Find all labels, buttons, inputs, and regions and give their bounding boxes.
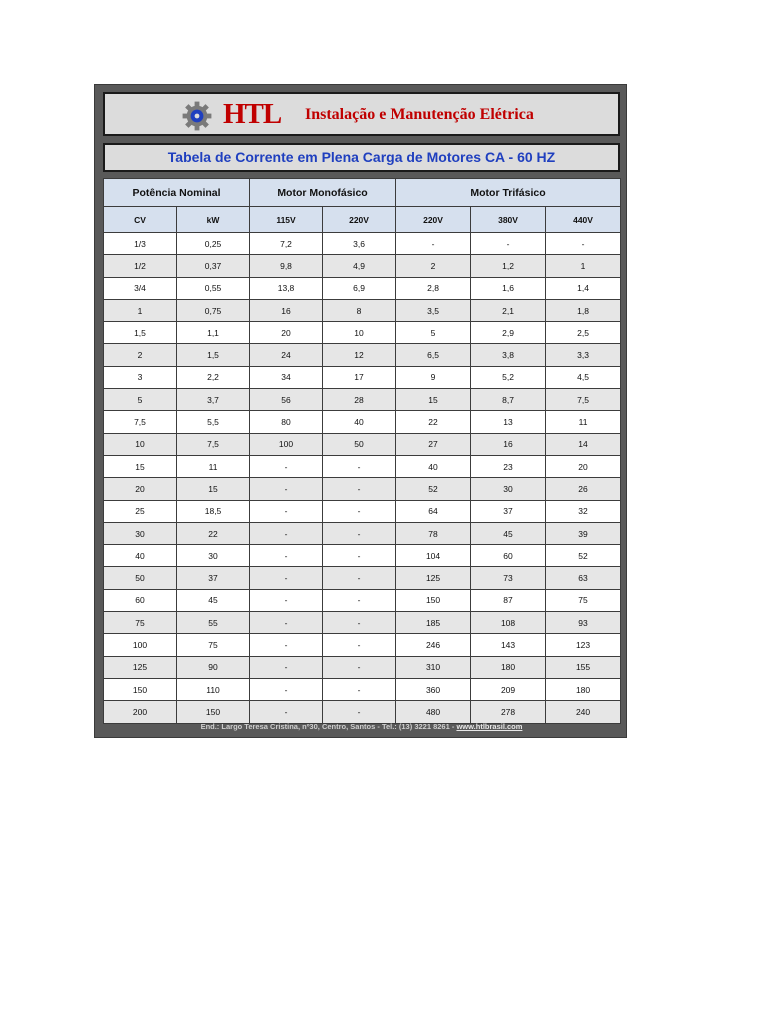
cell-mono-115v: - bbox=[250, 678, 323, 700]
cell-mono-115v: 34 bbox=[250, 366, 323, 388]
cell-mono-115v: 100 bbox=[250, 433, 323, 455]
cell-mono-220v: - bbox=[323, 567, 396, 589]
cell-tri-380v: 5,2 bbox=[471, 366, 546, 388]
cell-mono-220v: 8 bbox=[323, 299, 396, 321]
cell-mono-220v: - bbox=[323, 522, 396, 544]
cell-mono-220v: 28 bbox=[323, 389, 396, 411]
column-header-mono-220v: 220V bbox=[323, 207, 396, 233]
cell-tri-220v: 9 bbox=[396, 366, 471, 388]
cell-cv: 1,5 bbox=[104, 322, 177, 344]
cell-kw: 3,7 bbox=[177, 389, 250, 411]
document-title: Tabela de Corrente em Plena Carga de Motores CA - 60 HZ bbox=[103, 143, 620, 172]
cell-tri-380v: 180 bbox=[471, 656, 546, 678]
cell-cv: 75 bbox=[104, 612, 177, 634]
cell-cv: 1/2 bbox=[104, 255, 177, 277]
cell-tri-440v: 52 bbox=[546, 545, 621, 567]
cell-tri-220v: 310 bbox=[396, 656, 471, 678]
cell-tri-220v: 15 bbox=[396, 389, 471, 411]
cell-mono-220v: - bbox=[323, 612, 396, 634]
cell-mono-115v: 9,8 bbox=[250, 255, 323, 277]
cell-mono-220v: 17 bbox=[323, 366, 396, 388]
cell-tri-440v: 39 bbox=[546, 522, 621, 544]
company-banner bbox=[103, 92, 620, 136]
cell-tri-380v: 87 bbox=[471, 589, 546, 611]
table-row bbox=[104, 344, 621, 366]
cell-tri-380v: 108 bbox=[471, 612, 546, 634]
cell-tri-380v: 209 bbox=[471, 678, 546, 700]
cell-cv: 125 bbox=[104, 656, 177, 678]
table-row bbox=[104, 634, 621, 656]
cell-cv: 100 bbox=[104, 634, 177, 656]
cell-tri-220v: 40 bbox=[396, 455, 471, 477]
cell-mono-115v: - bbox=[250, 589, 323, 611]
column-header-mono-115v: 115V bbox=[250, 207, 323, 233]
cell-tri-220v: 22 bbox=[396, 411, 471, 433]
cell-mono-220v: - bbox=[323, 589, 396, 611]
cell-tri-440v: 3,3 bbox=[546, 344, 621, 366]
cell-mono-115v: - bbox=[250, 701, 323, 723]
cell-tri-220v: 150 bbox=[396, 589, 471, 611]
cell-mono-220v: - bbox=[323, 678, 396, 700]
group-header-monofasico: Motor Monofásico bbox=[250, 179, 396, 207]
cell-cv: 2 bbox=[104, 344, 177, 366]
cell-tri-220v: - bbox=[396, 233, 471, 255]
cell-kw: 5,5 bbox=[177, 411, 250, 433]
cell-tri-380v: 143 bbox=[471, 634, 546, 656]
cell-tri-440v: 123 bbox=[546, 634, 621, 656]
footer-website-link[interactable]: www.htlbrasil.com bbox=[456, 722, 523, 731]
cell-cv: 7,5 bbox=[104, 411, 177, 433]
cell-tri-440v: 1 bbox=[546, 255, 621, 277]
cell-tri-220v: 2 bbox=[396, 255, 471, 277]
cell-tri-380v: 13 bbox=[471, 411, 546, 433]
cell-tri-220v: 27 bbox=[396, 433, 471, 455]
cell-kw: 22 bbox=[177, 522, 250, 544]
table-row bbox=[104, 411, 621, 433]
company-logo-text: HTL bbox=[223, 98, 282, 130]
cell-cv: 3 bbox=[104, 366, 177, 388]
cell-cv: 30 bbox=[104, 522, 177, 544]
table-row bbox=[104, 522, 621, 544]
cell-mono-115v: - bbox=[250, 522, 323, 544]
cell-kw: 15 bbox=[177, 478, 250, 500]
cell-tri-220v: 3,5 bbox=[396, 299, 471, 321]
cell-mono-115v: 24 bbox=[250, 344, 323, 366]
table-row bbox=[104, 433, 621, 455]
cell-tri-220v: 2,8 bbox=[396, 277, 471, 299]
cell-tri-380v: 2,9 bbox=[471, 322, 546, 344]
cell-mono-115v: - bbox=[250, 500, 323, 522]
table-row bbox=[104, 678, 621, 700]
cell-tri-220v: 78 bbox=[396, 522, 471, 544]
cell-mono-115v: 16 bbox=[250, 299, 323, 321]
cell-mono-115v: - bbox=[250, 478, 323, 500]
cell-tri-440v: 32 bbox=[546, 500, 621, 522]
cell-cv: 1/3 bbox=[104, 233, 177, 255]
cell-tri-440v: 11 bbox=[546, 411, 621, 433]
cell-cv: 5 bbox=[104, 389, 177, 411]
cell-tri-440v: 180 bbox=[546, 678, 621, 700]
cell-tri-440v: 75 bbox=[546, 589, 621, 611]
cell-mono-220v: - bbox=[323, 545, 396, 567]
cell-cv: 150 bbox=[104, 678, 177, 700]
cell-tri-380v: 60 bbox=[471, 545, 546, 567]
gear-icon bbox=[181, 100, 213, 132]
cell-kw: 18,5 bbox=[177, 500, 250, 522]
document-sheet bbox=[94, 84, 627, 738]
cell-tri-380v: 23 bbox=[471, 455, 546, 477]
table-row bbox=[104, 322, 621, 344]
cell-mono-220v: - bbox=[323, 656, 396, 678]
cell-mono-220v: 10 bbox=[323, 322, 396, 344]
column-header-tri-380v: 380V bbox=[471, 207, 546, 233]
table-row bbox=[104, 277, 621, 299]
cell-kw: 7,5 bbox=[177, 433, 250, 455]
table-row bbox=[104, 233, 621, 255]
cell-tri-380v: 278 bbox=[471, 701, 546, 723]
cell-mono-115v: - bbox=[250, 567, 323, 589]
table-row bbox=[104, 299, 621, 321]
cell-kw: 1,5 bbox=[177, 344, 250, 366]
cell-mono-115v: 56 bbox=[250, 389, 323, 411]
column-header-tri-440v: 440V bbox=[546, 207, 621, 233]
cell-cv: 25 bbox=[104, 500, 177, 522]
cell-kw: 2,2 bbox=[177, 366, 250, 388]
cell-kw: 1,1 bbox=[177, 322, 250, 344]
group-header-row bbox=[104, 179, 621, 207]
cell-tri-380v: 45 bbox=[471, 522, 546, 544]
column-header-tri-220v: 220V bbox=[396, 207, 471, 233]
cell-tri-380v: 37 bbox=[471, 500, 546, 522]
cell-cv: 40 bbox=[104, 545, 177, 567]
cell-tri-380v: 1,6 bbox=[471, 277, 546, 299]
cell-tri-440v: 14 bbox=[546, 433, 621, 455]
cell-tri-440v: 20 bbox=[546, 455, 621, 477]
cell-tri-380v: 8,7 bbox=[471, 389, 546, 411]
group-header-potencia: Potência Nominal bbox=[104, 179, 250, 207]
cell-tri-440v: 93 bbox=[546, 612, 621, 634]
cell-tri-220v: 52 bbox=[396, 478, 471, 500]
cell-mono-220v: - bbox=[323, 701, 396, 723]
table-row bbox=[104, 455, 621, 477]
table-body bbox=[104, 179, 621, 724]
cell-tri-440v: 155 bbox=[546, 656, 621, 678]
table-row bbox=[104, 500, 621, 522]
cell-tri-440v: 26 bbox=[546, 478, 621, 500]
cell-tri-440v: 1,8 bbox=[546, 299, 621, 321]
cell-mono-115v: - bbox=[250, 656, 323, 678]
cell-mono-115v: - bbox=[250, 634, 323, 656]
cell-tri-220v: 5 bbox=[396, 322, 471, 344]
table-row bbox=[104, 701, 621, 723]
cell-mono-220v: - bbox=[323, 634, 396, 656]
cell-tri-440v: 240 bbox=[546, 701, 621, 723]
cell-cv: 3/4 bbox=[104, 277, 177, 299]
column-header-cv: CV bbox=[104, 207, 177, 233]
cell-tri-440v: 1,4 bbox=[546, 277, 621, 299]
cell-tri-380v: 16 bbox=[471, 433, 546, 455]
column-header-kw: kW bbox=[177, 207, 250, 233]
cell-tri-220v: 104 bbox=[396, 545, 471, 567]
table-row bbox=[104, 589, 621, 611]
cell-tri-440v: 7,5 bbox=[546, 389, 621, 411]
cell-kw: 55 bbox=[177, 612, 250, 634]
cell-cv: 20 bbox=[104, 478, 177, 500]
cell-mono-115v: 7,2 bbox=[250, 233, 323, 255]
cell-mono-220v: 12 bbox=[323, 344, 396, 366]
table-row bbox=[104, 478, 621, 500]
table-row bbox=[104, 366, 621, 388]
cell-tri-380v: 2,1 bbox=[471, 299, 546, 321]
cell-tri-380v: 73 bbox=[471, 567, 546, 589]
cell-mono-220v: 4,9 bbox=[323, 255, 396, 277]
cell-tri-220v: 125 bbox=[396, 567, 471, 589]
cell-cv: 60 bbox=[104, 589, 177, 611]
table-row bbox=[104, 255, 621, 277]
column-header-row bbox=[104, 207, 621, 233]
cell-cv: 1 bbox=[104, 299, 177, 321]
cell-tri-220v: 185 bbox=[396, 612, 471, 634]
table-row bbox=[104, 567, 621, 589]
footer-address: End.: Largo Teresa Cristina, nº30, Centro, Santos - Tel.: (13) 3221 8261 - bbox=[200, 722, 457, 731]
cell-tri-380v: 1,2 bbox=[471, 255, 546, 277]
cell-cv: 15 bbox=[104, 455, 177, 477]
cell-tri-220v: 246 bbox=[396, 634, 471, 656]
cell-tri-440v: - bbox=[546, 233, 621, 255]
cell-tri-440v: 63 bbox=[546, 567, 621, 589]
cell-tri-220v: 6,5 bbox=[396, 344, 471, 366]
cell-kw: 37 bbox=[177, 567, 250, 589]
footer-contact bbox=[95, 722, 628, 731]
cell-mono-115v: 13,8 bbox=[250, 277, 323, 299]
cell-kw: 0,37 bbox=[177, 255, 250, 277]
table-row bbox=[104, 545, 621, 567]
cell-kw: 75 bbox=[177, 634, 250, 656]
cell-mono-220v: 40 bbox=[323, 411, 396, 433]
cell-mono-115v: - bbox=[250, 455, 323, 477]
cell-mono-220v: 6,9 bbox=[323, 277, 396, 299]
cell-tri-220v: 480 bbox=[396, 701, 471, 723]
cell-kw: 0,75 bbox=[177, 299, 250, 321]
cell-kw: 110 bbox=[177, 678, 250, 700]
motor-current-table bbox=[103, 178, 621, 724]
cell-tri-440v: 2,5 bbox=[546, 322, 621, 344]
cell-kw: 11 bbox=[177, 455, 250, 477]
cell-cv: 200 bbox=[104, 701, 177, 723]
cell-mono-220v: - bbox=[323, 500, 396, 522]
cell-mono-115v: 20 bbox=[250, 322, 323, 344]
cell-kw: 30 bbox=[177, 545, 250, 567]
cell-cv: 10 bbox=[104, 433, 177, 455]
cell-mono-220v: - bbox=[323, 455, 396, 477]
company-subtitle: Instalação e Manutenção Elétrica bbox=[305, 106, 534, 123]
cell-tri-220v: 360 bbox=[396, 678, 471, 700]
cell-tri-380v: - bbox=[471, 233, 546, 255]
cell-tri-440v: 4,5 bbox=[546, 366, 621, 388]
table-row bbox=[104, 389, 621, 411]
cell-kw: 150 bbox=[177, 701, 250, 723]
cell-mono-220v: 3,6 bbox=[323, 233, 396, 255]
cell-kw: 45 bbox=[177, 589, 250, 611]
table-row bbox=[104, 656, 621, 678]
cell-mono-115v: 80 bbox=[250, 411, 323, 433]
cell-cv: 50 bbox=[104, 567, 177, 589]
cell-tri-380v: 30 bbox=[471, 478, 546, 500]
cell-tri-380v: 3,8 bbox=[471, 344, 546, 366]
cell-kw: 0,55 bbox=[177, 277, 250, 299]
cell-mono-115v: - bbox=[250, 612, 323, 634]
table-row bbox=[104, 612, 621, 634]
cell-tri-220v: 64 bbox=[396, 500, 471, 522]
cell-kw: 90 bbox=[177, 656, 250, 678]
group-header-trifasico: Motor Trifásico bbox=[396, 179, 621, 207]
cell-mono-220v: 50 bbox=[323, 433, 396, 455]
cell-mono-115v: - bbox=[250, 545, 323, 567]
cell-mono-220v: - bbox=[323, 478, 396, 500]
cell-kw: 0,25 bbox=[177, 233, 250, 255]
